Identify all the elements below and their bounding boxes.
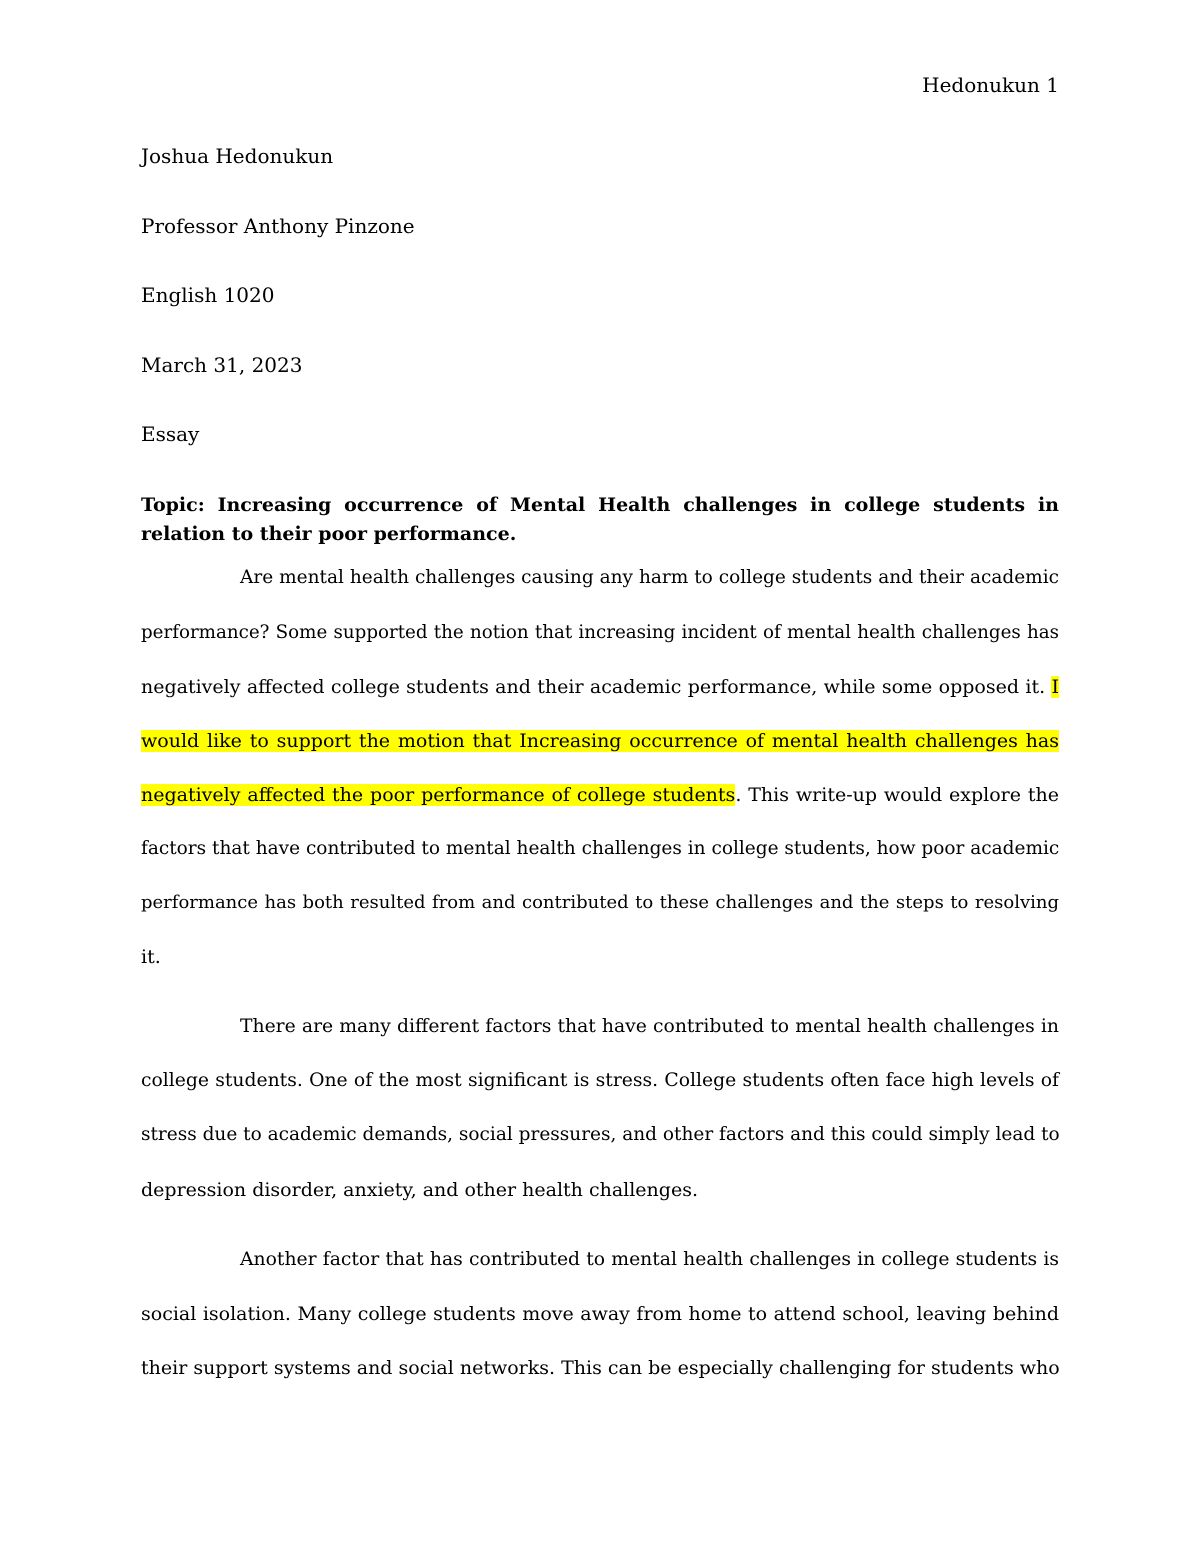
thesis-highlight: I bbox=[1051, 676, 1059, 698]
paragraph-1-line-5: negatively affected the poor performance of college students. This write-up would explore the bbox=[141, 784, 1059, 806]
paragraph-2-line-4: depression disorder, anxiety, and other health challenges. bbox=[141, 1179, 698, 1201]
course-name: English 1020 bbox=[141, 283, 275, 307]
essay-date: March 31, 2023 bbox=[141, 353, 303, 377]
paragraph-3-line-1: Another factor that has contributed to mental health challenges in college students is bbox=[240, 1249, 1059, 1270]
running-head: Hedonukun 1 bbox=[922, 73, 1059, 97]
paragraph-1-line-4 bbox=[141, 726, 1059, 756]
paragraph-1-line-6: factors that have contributed to mental health challenges in college students, how poor academic bbox=[141, 838, 1060, 859]
paragraph-2-line-2: college students. One of the most significant is stress. College students often face high levels of bbox=[141, 1070, 1059, 1091]
author-name: Joshua Hedonukun bbox=[141, 144, 334, 168]
paragraph-3-line-3: their support systems and social networks. This can be especially challenging for students who bbox=[141, 1357, 1060, 1379]
paragraph-2-line-3: stress due to academic demands, social pressures, and other factors and this could simply lead to bbox=[141, 1124, 1060, 1145]
thesis-highlight: would like to support the motion that Increasing occurrence of mental health challenges has bbox=[141, 730, 1059, 752]
paragraph-3-line-2: social isolation. Many college students move away from home to attend school, leaving behind bbox=[141, 1303, 1059, 1325]
paragraph-1-line-1: Are mental health challenges causing any harm to college students and their academic bbox=[240, 567, 1059, 588]
essay-topic: Topic: Increasing occurrence of Mental Health challenges in college students in relation to their poor performance. bbox=[141, 494, 1059, 545]
paragraph-1-line-7: performance has both resulted from and contributed to these challenges and the steps to resolving bbox=[141, 892, 1059, 913]
paragraph-2-line-1: There are many different factors that have contributed to mental health challenges in bbox=[240, 1016, 1059, 1037]
paragraph-1-line-3: negatively affected college students and their academic performance, while some opposed it. I bbox=[141, 676, 1059, 698]
paragraph-1-line-8: it. bbox=[141, 946, 161, 968]
thesis-highlight: negatively affected the poor performance of college students bbox=[141, 784, 736, 806]
essay-type: Essay bbox=[141, 422, 200, 446]
instructor-name: Professor Anthony Pinzone bbox=[141, 214, 415, 238]
paragraph-1-line-2: performance? Some supported the notion that increasing incident of mental health challenges has bbox=[141, 622, 1059, 643]
